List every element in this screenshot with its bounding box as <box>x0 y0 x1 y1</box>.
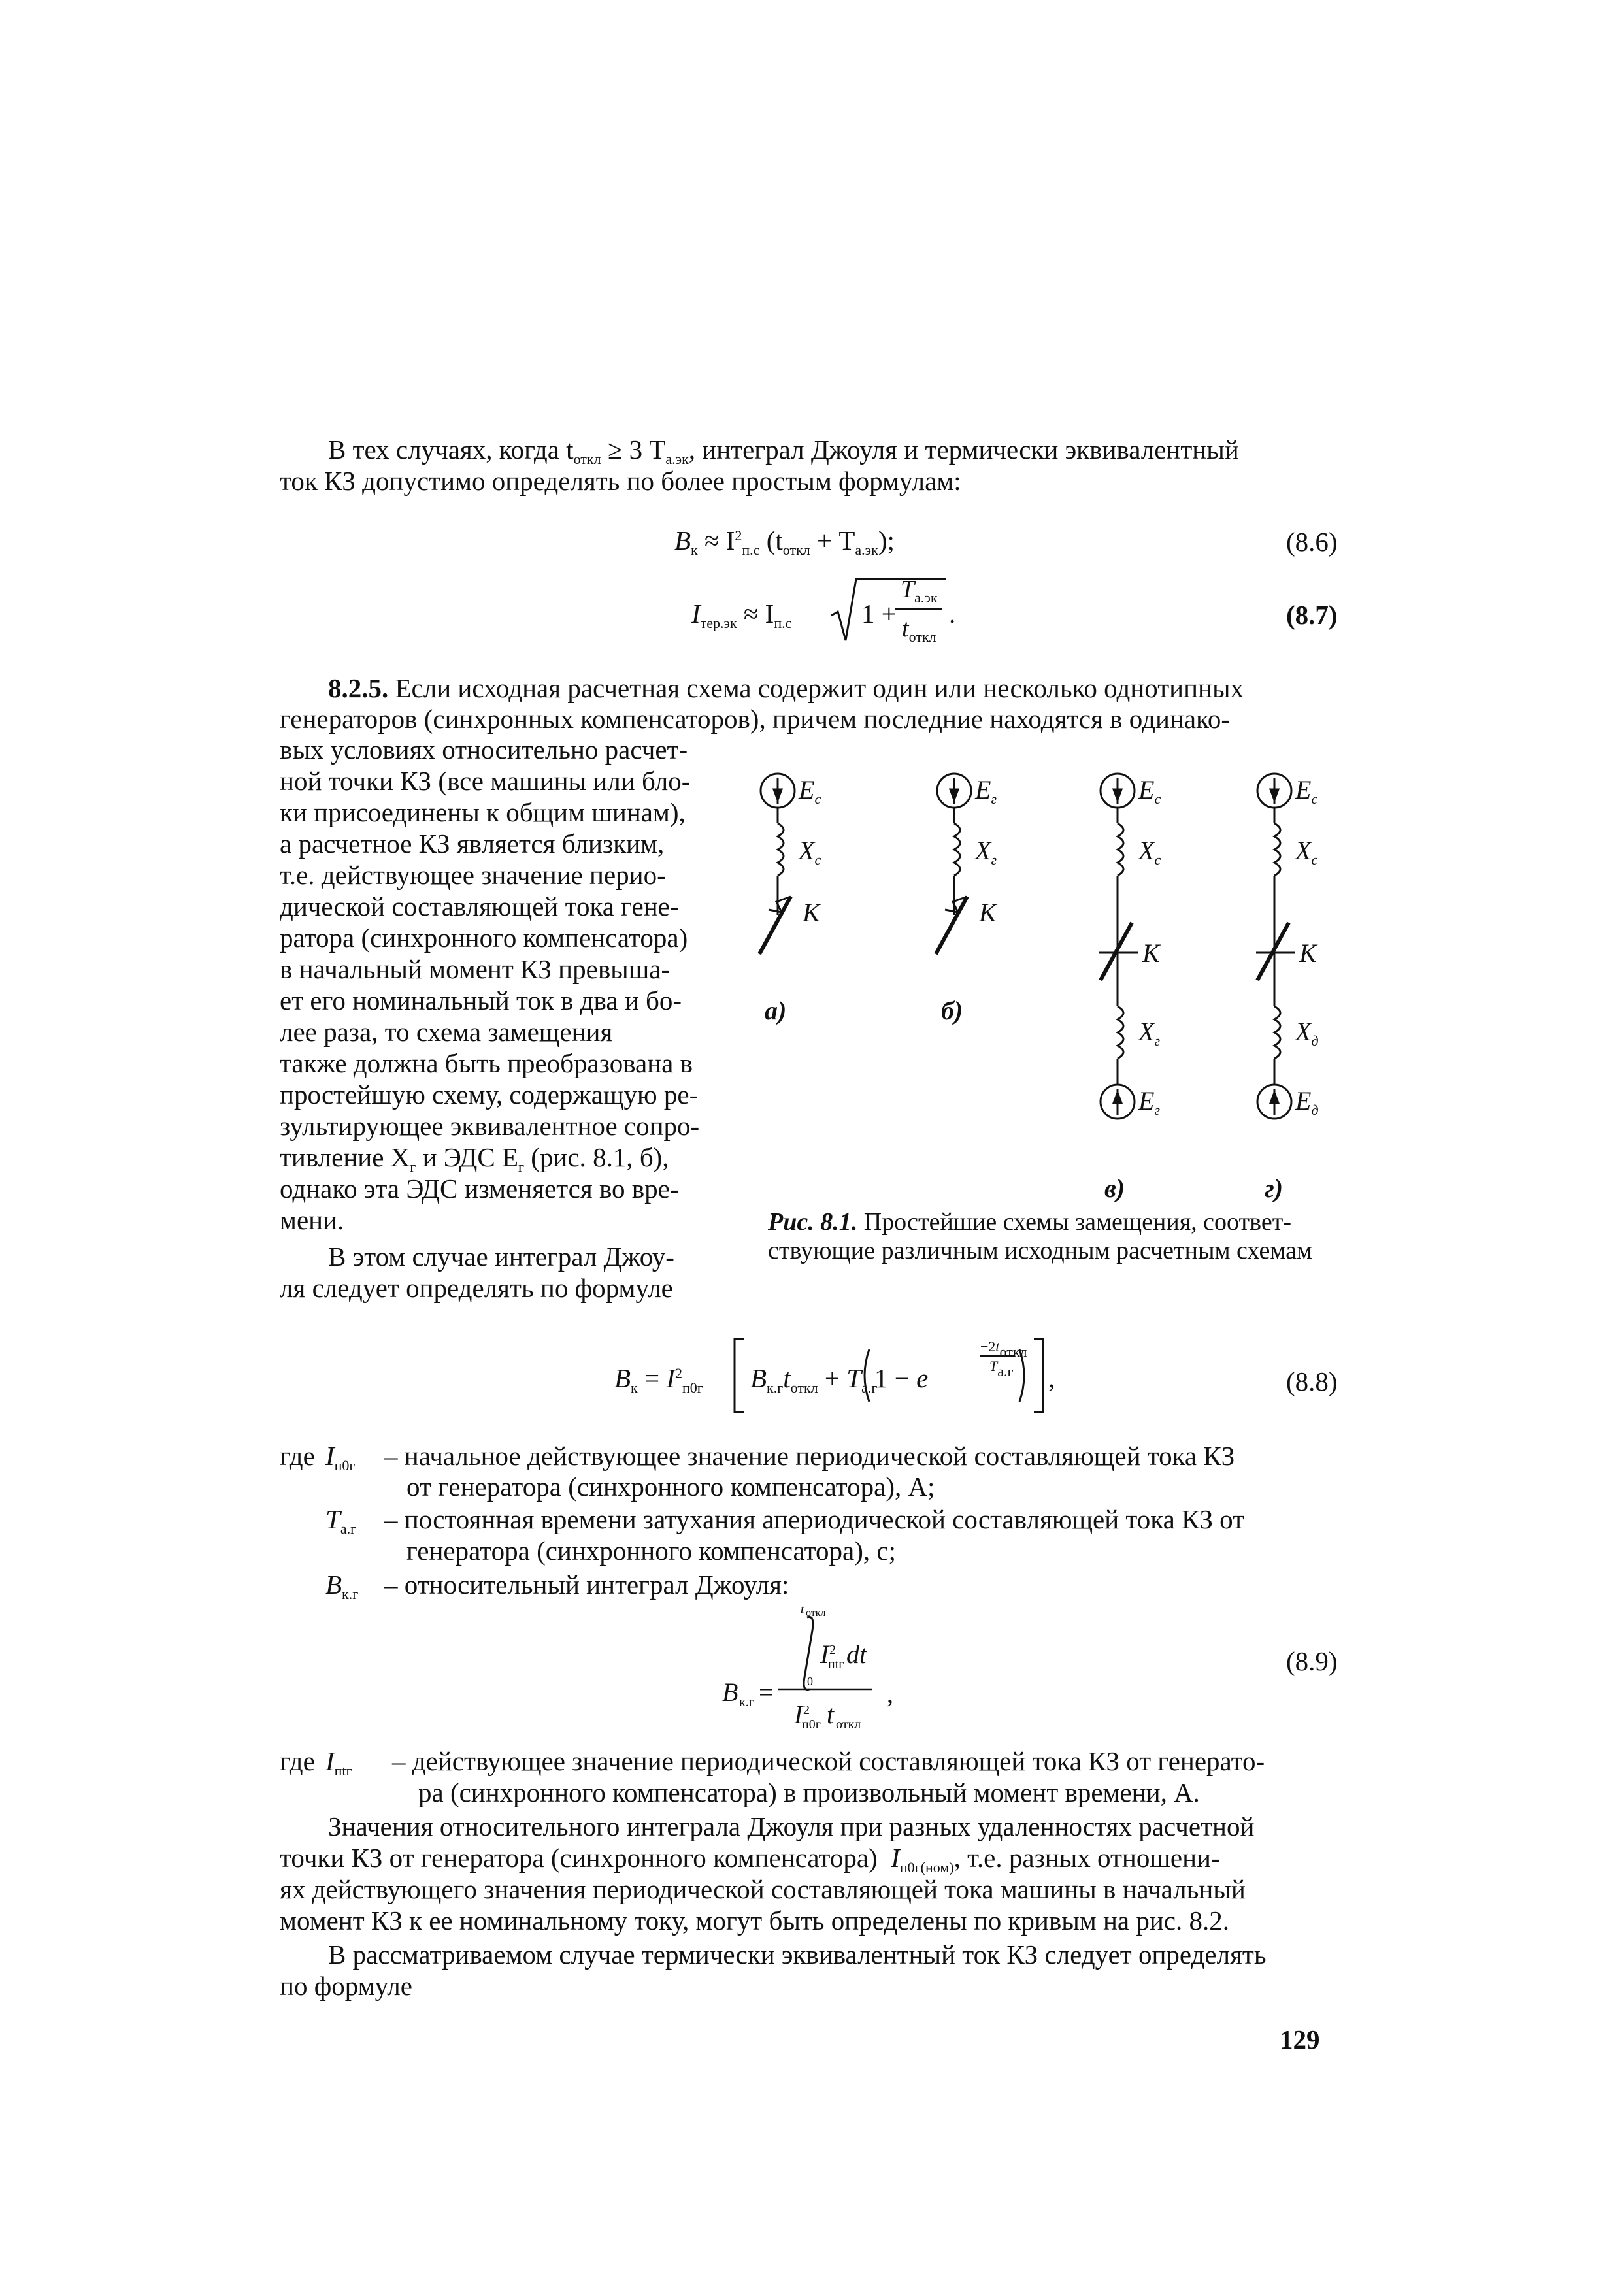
para2-line-2: ля следует определять по формуле <box>280 1273 673 1303</box>
left-line: т.е. действующее значение перио- <box>280 860 666 890</box>
label-eg-v: $E_г$ <box>1138 1086 1161 1118</box>
left-line: ной точки КЗ (все машины или бло- <box>280 766 691 796</box>
eq88-exponent-den: $T_{а.г}$ <box>989 1358 1014 1379</box>
panel-label-v: в) <box>1104 1174 1125 1202</box>
legend-text-cont: генератора (синхронного компенсатора), с; <box>406 1536 896 1566</box>
left-line: мени. <box>280 1205 344 1235</box>
legend-prefix: где <box>280 1441 315 1471</box>
label-ec-v: $E_с$ <box>1138 775 1161 807</box>
para3-line-2: точки КЗ от генератора (синхронного компенсатора) $I_{п0г(ном)}$, т.е. разных отношени- <box>280 1843 1220 1875</box>
legend-2-symbol: $I_{пtг}$ <box>325 1746 352 1779</box>
legend-text: – постоянная времени затухания апериодической составляющей тока КЗ от <box>384 1504 1245 1534</box>
svg-text:пtг: пtг <box>828 1657 844 1672</box>
svg-text:0: 0 <box>807 1675 813 1688</box>
equation-8-8: $B_к = I^2_{п0г}$ <box>614 1363 703 1396</box>
left-line: вых условиях относительно расчет- <box>280 734 688 765</box>
left-line: в начальный момент КЗ превыша- <box>280 954 671 984</box>
left-line: простейшую схему, содержащую ре- <box>280 1080 699 1110</box>
eq87-numerator: $T_{а.эк}$ <box>901 576 938 606</box>
left-line: ет его номинальный ток в два и бо- <box>280 985 682 1015</box>
legend-2-text: – действующее значение периодической составляющей тока КЗ от генерато- <box>392 1746 1265 1776</box>
svg-text:I: I <box>794 1700 803 1729</box>
equation-8-9 <box>716 1604 912 1741</box>
legend-symbol: $T_{а.г}$ <box>325 1504 357 1537</box>
left-line: дической составляющей тока гене- <box>280 891 679 921</box>
label-k-g: K <box>1299 938 1317 968</box>
intro-line-1: В тех случаях, когда $t_{откл} \ge 3$ $T_{а.эк}$, интеграл Джоуля и термически эквивалентный <box>328 435 1239 467</box>
left-line: однако эта ЭДС изменяется во вре- <box>280 1174 679 1204</box>
label-k-a: K <box>803 898 820 927</box>
para3-line-4: момент КЗ к ее номинальному току, могут быть определены по кривым на рис. 8.2. <box>280 1905 1229 1936</box>
equation-number-8-8: (8.8) <box>1286 1366 1338 1396</box>
section-8-2-5-line-1: 8.2.5. Если исходная расчетная схема содержит один или несколько однотипных <box>328 673 1244 703</box>
label-xg-b: $X_г$ <box>975 836 997 868</box>
svg-text:откл: откл <box>806 1608 826 1619</box>
panel-b <box>936 774 971 954</box>
label-ec-a: $E_с$ <box>799 775 821 807</box>
label-eg-b: $E_г$ <box>975 775 997 807</box>
panel-label-b: б) <box>941 996 963 1025</box>
intro-line-2: ток КЗ допустимо определять по более простым формулам: <box>280 466 961 496</box>
svg-text:к.г: к.г <box>739 1695 754 1709</box>
section-8-2-5-line-2: генераторов (синхронных компенсаторов), причем последние находятся в одинако- <box>280 704 1231 734</box>
label-k-b: K <box>979 898 997 927</box>
para4-line-2: по формуле <box>280 1971 412 2001</box>
eq87-denominator: $t_{откл}$ <box>902 615 936 645</box>
para2-line-1: В этом случае интеграл Джоу- <box>328 1242 674 1272</box>
left-line: лее раза, то схема замещения <box>280 1017 613 1047</box>
panel-a <box>759 774 795 954</box>
panel-v <box>1099 774 1138 1119</box>
legend-symbol: $B_{к.г}$ <box>325 1570 359 1602</box>
legend-text: – начальное действующее значение периодической составляющей тока КЗ <box>384 1441 1235 1471</box>
svg-text:2: 2 <box>803 1703 810 1717</box>
section-heading: 8.2.5. <box>328 673 389 703</box>
panel-label-g: г) <box>1265 1174 1284 1202</box>
svg-text:2: 2 <box>829 1643 836 1657</box>
left-line: зультирующее эквивалентное сопро- <box>280 1111 700 1141</box>
equation-8-6: $B_к \approx I^2_{п.с}$ $(t_{откл} + T_{а.эк})$; <box>674 525 895 558</box>
svg-text:t: t <box>827 1700 835 1729</box>
svg-text:п0г: п0г <box>802 1717 821 1732</box>
equation-number-8-6: (8.6) <box>1286 527 1338 557</box>
left-line: ки присоединены к общим шинам), <box>280 797 686 827</box>
sqrt-one-plus: 1 + <box>861 599 897 629</box>
panel-g <box>1256 774 1295 1119</box>
label-ed-g: $E_д$ <box>1295 1086 1319 1118</box>
legend-text-cont: от генератора (синхронного компенсатора), А; <box>406 1472 935 1502</box>
equation-number-8-9: (8.9) <box>1286 1646 1338 1676</box>
label-xc-v: $X_с$ <box>1138 836 1161 868</box>
equation-number-8-7: (8.7) <box>1286 600 1338 630</box>
label-ec-g: $E_с$ <box>1295 775 1318 807</box>
label-xd-g: $X_д$ <box>1295 1017 1319 1049</box>
svg-text:dt: dt <box>846 1640 867 1669</box>
equation-8-7: $I_{тер.эк} \approx I_{п.с}$ <box>691 599 792 631</box>
left-line: тивление $X_г$ и ЭДС $E_г$ (рис. 8.1, б), <box>280 1142 669 1175</box>
label-k-v: K <box>1142 938 1160 968</box>
eq88-comma: , <box>1048 1363 1055 1393</box>
svg-text:I: I <box>820 1640 829 1669</box>
eq88-exp: 1 − e <box>874 1363 929 1393</box>
figure-caption: Рис. 8.1. Простейшие схемы замещения, соответ-ствующие различным исходным расчетным схемам <box>768 1208 1313 1264</box>
svg-text:,: , <box>887 1679 893 1708</box>
figure-8-1 <box>745 758 1366 1202</box>
left-line: а расчетное КЗ является близким, <box>280 829 665 859</box>
svg-text:=: = <box>759 1677 774 1707</box>
svg-text:откл: откл <box>836 1717 861 1732</box>
eq88-body: $B_{к.г}t_{откл} + T_{а.г}$ <box>750 1363 878 1396</box>
label-xc-a: $X_с$ <box>799 836 821 868</box>
legend-text: – относительный интеграл Джоуля: <box>384 1570 789 1600</box>
left-line: ратора (синхронного компенсатора) <box>280 923 688 953</box>
label-xc-g: $X_с$ <box>1295 836 1318 868</box>
eq88-exponent-num: $-2t_{откл}$ <box>980 1338 1027 1360</box>
legend-2-prefix: где <box>280 1746 315 1776</box>
legend-2-text-cont: ра (синхронного компенсатора) в произвольный момент времени, А. <box>418 1777 1200 1807</box>
legend-symbol: $I_{п0г}$ <box>325 1441 356 1474</box>
label-xg-v: $X_г$ <box>1138 1017 1161 1049</box>
page-number: 129 <box>1280 2024 1320 2054</box>
para4-line-1: В рассматриваемом случае термически эквивалентный ток КЗ следует определять <box>328 1939 1267 1970</box>
para3-line-3: ях действующего значения периодической составляющей тока машины в начальный <box>280 1874 1246 1904</box>
svg-text:B: B <box>722 1677 738 1707</box>
eq87-period: . <box>949 599 956 629</box>
panel-label-a: а) <box>765 996 787 1025</box>
left-line: также должна быть преобразована в <box>280 1048 693 1078</box>
svg-text:t: t <box>801 1604 804 1617</box>
para3-line-1: Значения относительного интеграла Джоуля при разных удаленностях расчетной <box>328 1811 1255 1841</box>
